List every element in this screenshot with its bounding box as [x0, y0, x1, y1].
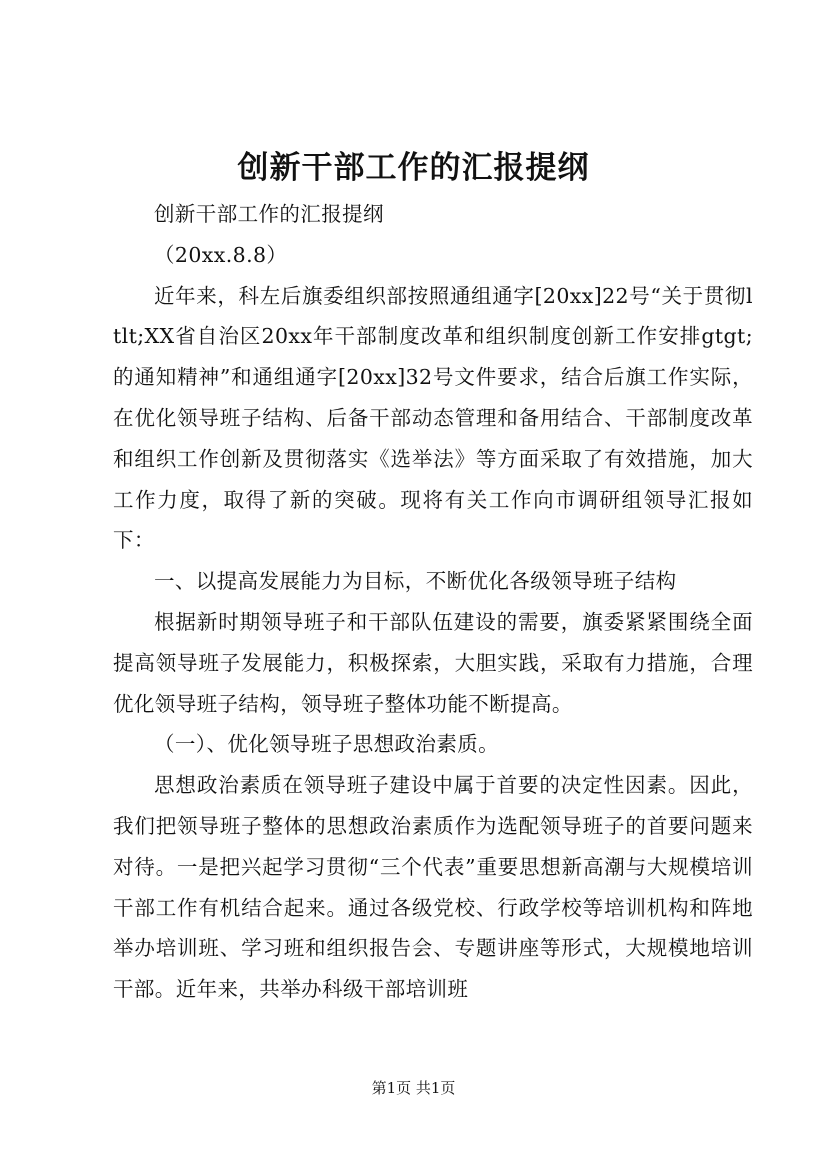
section-1-paragraph: 根据新时期领导班子和干部队伍建设的需要，旗委紧紧围绕全面提高领导班子发展能力，积极探索，大胆实践，采取有力措施，合理优化领导班子结构，领导班子整体功能不断提高。: [113, 609, 753, 716]
page-number-label: 第1页 共1页: [371, 1079, 456, 1097]
date-paragraph: （20xx.8.8）: [154, 242, 288, 267]
document-body: [113, 194, 753, 1010]
subtitle-paragraph: 创新干部工作的汇报提纲: [154, 202, 384, 226]
subsection-1-paragraph: 思想政治素质在领导班子建设中属于首要的决定性因素。因此，我们把领导班子整体的思想政治素质作为选配领导班子的首要问题来对待。一是把兴起学习贯彻“三个代表”重要思想新高潮与大规模培训干部工作有机结合起来。通过各级党校、行政学校等培训机构和阵地举办培训班、学习班和组织报告会、专题讲座等形式，大规模地培训干部。近年来，共举办科级干部培训班: [113, 773, 753, 1002]
subsection-heading-1: （一）、优化领导班子思想政治素质。: [154, 732, 500, 757]
document-title: 创新干部工作的汇报提纲: [237, 150, 590, 186]
intro-paragraph: 近年来，科左后旗委组织部按照通组通字[20xx]22号“关于贯彻ltlt;XX省自治区20xx年干部制度改革和组织制度创新工作安排gtgt;的通知精神”和通组通字[20xx]32号文件要求，结合后旗工作实际，在优化领导班子结构、后备干部动态管理和备用结合、干部制度改革和组织工作创新及贯彻落实《选举法》等方面采取了有效措施，加大工作力度，取得了新的突破。现将有关工作向市调研组领导汇报如下：: [113, 283, 753, 553]
page-footer: [0, 1076, 827, 1100]
section-heading-1: 一、以提高发展能力为目标，不断优化各级领导班子结构: [154, 569, 677, 594]
